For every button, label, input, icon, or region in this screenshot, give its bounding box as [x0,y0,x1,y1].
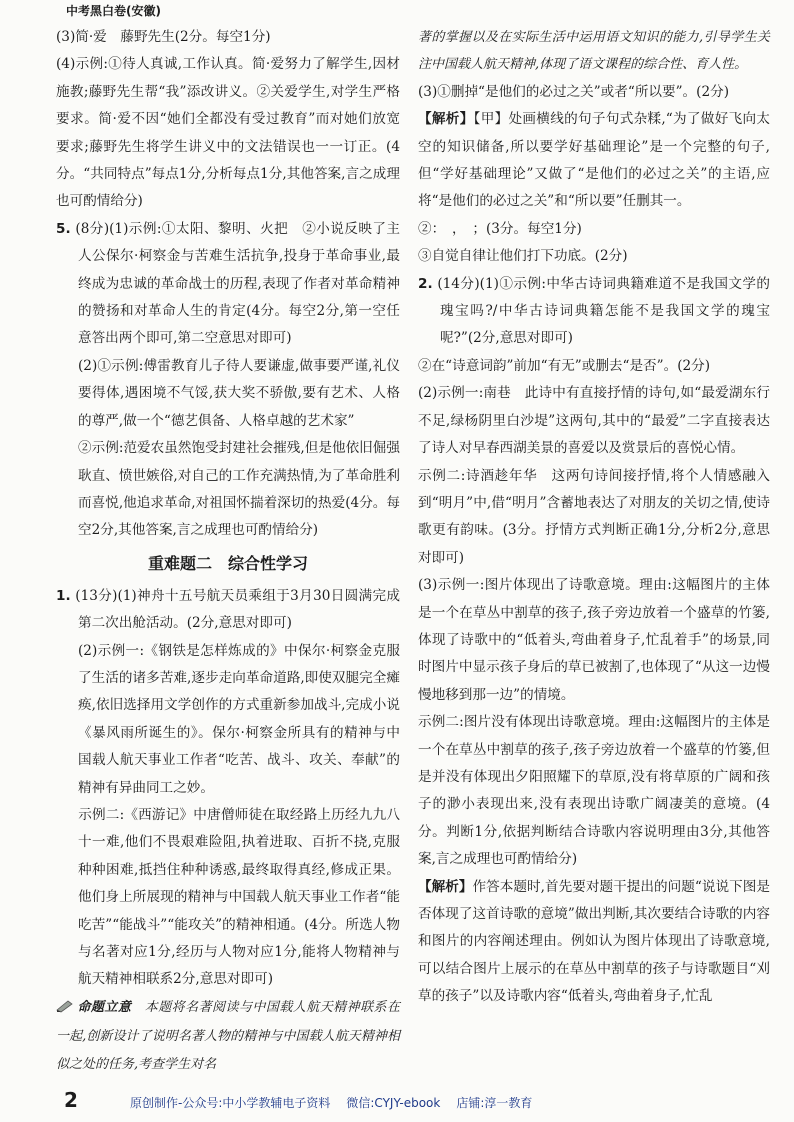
question-5-answer: 5. (8分)(1)示例:①太阳、黎明、火把 ②小说反映了主人公保尔·柯察金与苦难生活抗争,投身于革命事业,最终成为忠诚的革命战士的历程,表现了作者对革命精神的赞扬和对革命人生的肯定(4分。每空2分,第一空任意答出两个即可,第二空意思对即可) [56,220,400,347]
answer-q4-4: (4)示例:①待人真诚,工作认真。简·爱努力了解学生,因材施教;藤野先生帮“我”添改讲义。②关爱学生,对学生严格要求。简·爱不因“她们全都没有受过教育”而对她们放宽要求;藤野先生将学生讲义中的文法错误也一一订正。(4分。“共同特点”每点1分,分析每点1分,其他答案,言之成理也可酌情给分) [56,56,400,210]
footer-made-by: 原创制作-公众号:中小学教辅电子资料 [130,1096,331,1110]
answer-3-3: ③自觉自律让他们打下功底。(2分) [418,248,628,265]
mingti-continuation: 著的掌握以及在实际生活中运用语文知识的能力,引导学生关注中国载人航天精神,体现了语文课程的综合性、育人性。 [418,30,770,73]
page-number: 2 [64,1088,78,1112]
answer-2-2-example2: 示例二:诗酒趁年华 这两句诗间接抒情,将个人情感融入到“明月”中,借“明月”含蓄地表达了对朋友的关切之情,使诗歌更有韵味。(3分。抒情方式判断正确1分,分析2分,意思对即可) [418,467,770,566]
question-1-2-example1: (2)示例一:《钢铁是怎样炼成的》中保尔·柯察金克服了生活的诸多苦难,逐步走向革命道路,即使双腿完全瘫痪,依旧选择用文学创作的方式重新参加战斗,完成小说《暴风雨所诞生的》。保尔·柯察金所具有的精神与中国载人航天事业工作者“吃苦、战斗、攻关、奉献”的精神有异曲同工之妙。 [78,642,400,796]
question-1-2-example2: 示例二:《西游记》中唐僧师徒在取经路上历经九九八十一难,他们不畏艰难险阻,执着进取、百折不挠,克服种种困难,抵挡住种种诱惑,最终取得真经,修成正果。他们身上所展现的精神与中国载人航天事业工作者“能吃苦”“能战斗”“能攻关”的精神相通。(4分。所选人物与名著对应1分,经历与人物对应1分,能将人物精神与航天精神相联系2分,意思对即可) [78,806,400,988]
question-1-answer: 1. (13分)(1)神舟十五号航天员乘组于3月30日圆满完成第二次出舱活动。(2分,意思对即可) [56,587,400,632]
question-5-2-part1: (2)①示例:傅雷教育儿子待人要谦虚,做事要严谨,礼仪要得体,遇困境不气馁,获大奖不骄傲,要有艺术、人格的尊严,做一个“德艺俱备、人格卓越的艺术家” [78,357,400,429]
footer [130,1094,750,1111]
answer-3-1: (3)①删掉“是他们的必过之关”或者“所以要”。(2分) [418,83,729,100]
question-number-1: 1. [56,587,71,604]
footer-shop: 店铺:淳一教育 [456,1096,533,1110]
left-column [56,24,400,1078]
answer-2-1-2: ②在“诗意词韵”前加“有无”或删去“是否”。(2分) [418,357,711,374]
jiexi-2: 【解析】作答本题时,首先要对题干提出的问题“说说下图是否体现了这首诗歌的意境”做出判断,其次要结合诗歌的内容和图片的内容阐述理由。例如认为图片体现出了诗歌意境,可以结合图片上展示的在草丛中割草的孩子与诗歌题目“刈草的孩子”以及诗歌内容“低着头,弯曲着身子,忙乱 [418,878,770,1005]
pencil-icon [56,996,74,1023]
right-column [418,24,770,1011]
answer-line-3-4: (3)简·爱 藤野先生(2分。每空1分) [56,29,271,45]
question-2-answer: 2. (14分)(1)①示例:中华古诗词典籍难道不是我国文学的瑰宝吗?/中华古诗词典籍怎能不是我国文学的瑰宝呢?”(2分,意思对即可) [418,275,770,347]
mingti-label: 命题立意 [77,999,132,1015]
answer-2-3-example1: (3)示例一:图片体现出了诗歌意境。理由:这幅图片的主体是一个在草丛中割草的孩子,孩子旁边放着一个盛草的竹篓,体现了诗歌中的“低着头,弯曲着身子,忙乱着手”的场景,同时图片中显示孩子身后的草已被割了,也体现了“从这一边慢慢地移到那一边”的情境。 [418,577,770,703]
jiexi-label: 【解析】 [418,111,474,128]
jiexi-label-2: 【解析】 [418,878,473,895]
jiexi-1: 【解析】【甲】处画横线的句子句式杂糅,“为了做好飞向太空的知识储备,所以要学好基础理论”是一个完整的句子,但“学好基础理论”又做了“是他们的必过之关”的主语,应将“是他们的必过之关”和“所以要”任删其一。 [418,111,770,210]
question-number-2: 2. [418,275,433,292]
question-5-2-part2: ②示例:范爱农虽然饱受封建社会摧残,但是他依旧倔强耿直、愤世嫉俗,对自己的工作充满热情,为了革命胜利而喜悦,他追求革命,对祖国怀揣着深切的热爱(4分。每空2分,其他答案,言之成理也可酌情给分) [78,440,400,539]
mingti-liyi-note: 命题立意 本题将名著阅读与中国载人航天精神联系在一起,创新设计了说明名著人物的精神与中国载人航天精神相似之处的任务,考查学生对名 [56,994,400,1078]
page-header-title: 中考黑白卷(安徽) [66,4,161,18]
answer-3-2: ②： ， ；(3分。每空1分) [418,220,582,237]
answer-2-2-example1: (2)示例一:南巷 此诗中有直接抒情的诗句,如“最爱湖东行不足,绿杨阴里白沙堤”这两句,其中的“最爱”二字直接表达了诗人对早春西湖美景的喜爱以及赏景后的喜悦心情。 [418,385,770,457]
answer-2-3-example2: 示例二:图片没有体现出诗歌意境。理由:这幅图片的主体是一个在草丛中割草的孩子,孩子旁边放着一个盛草的竹篓,但是并没有体现出夕阳照耀下的草原,没有将草原的广阔和孩子的渺小表现出来,没有表现出诗歌广阔凄美的意境。(4分。判断1分,依据判断结合诗歌内容说明理由3分,其他答案,言之成理也可酌情给分) [418,714,770,868]
footer-wechat: 微信:CYJY-ebook [346,1096,441,1110]
section-title: 重难题二 综合性学习 [147,553,308,573]
question-number-5: 5. [56,220,71,237]
